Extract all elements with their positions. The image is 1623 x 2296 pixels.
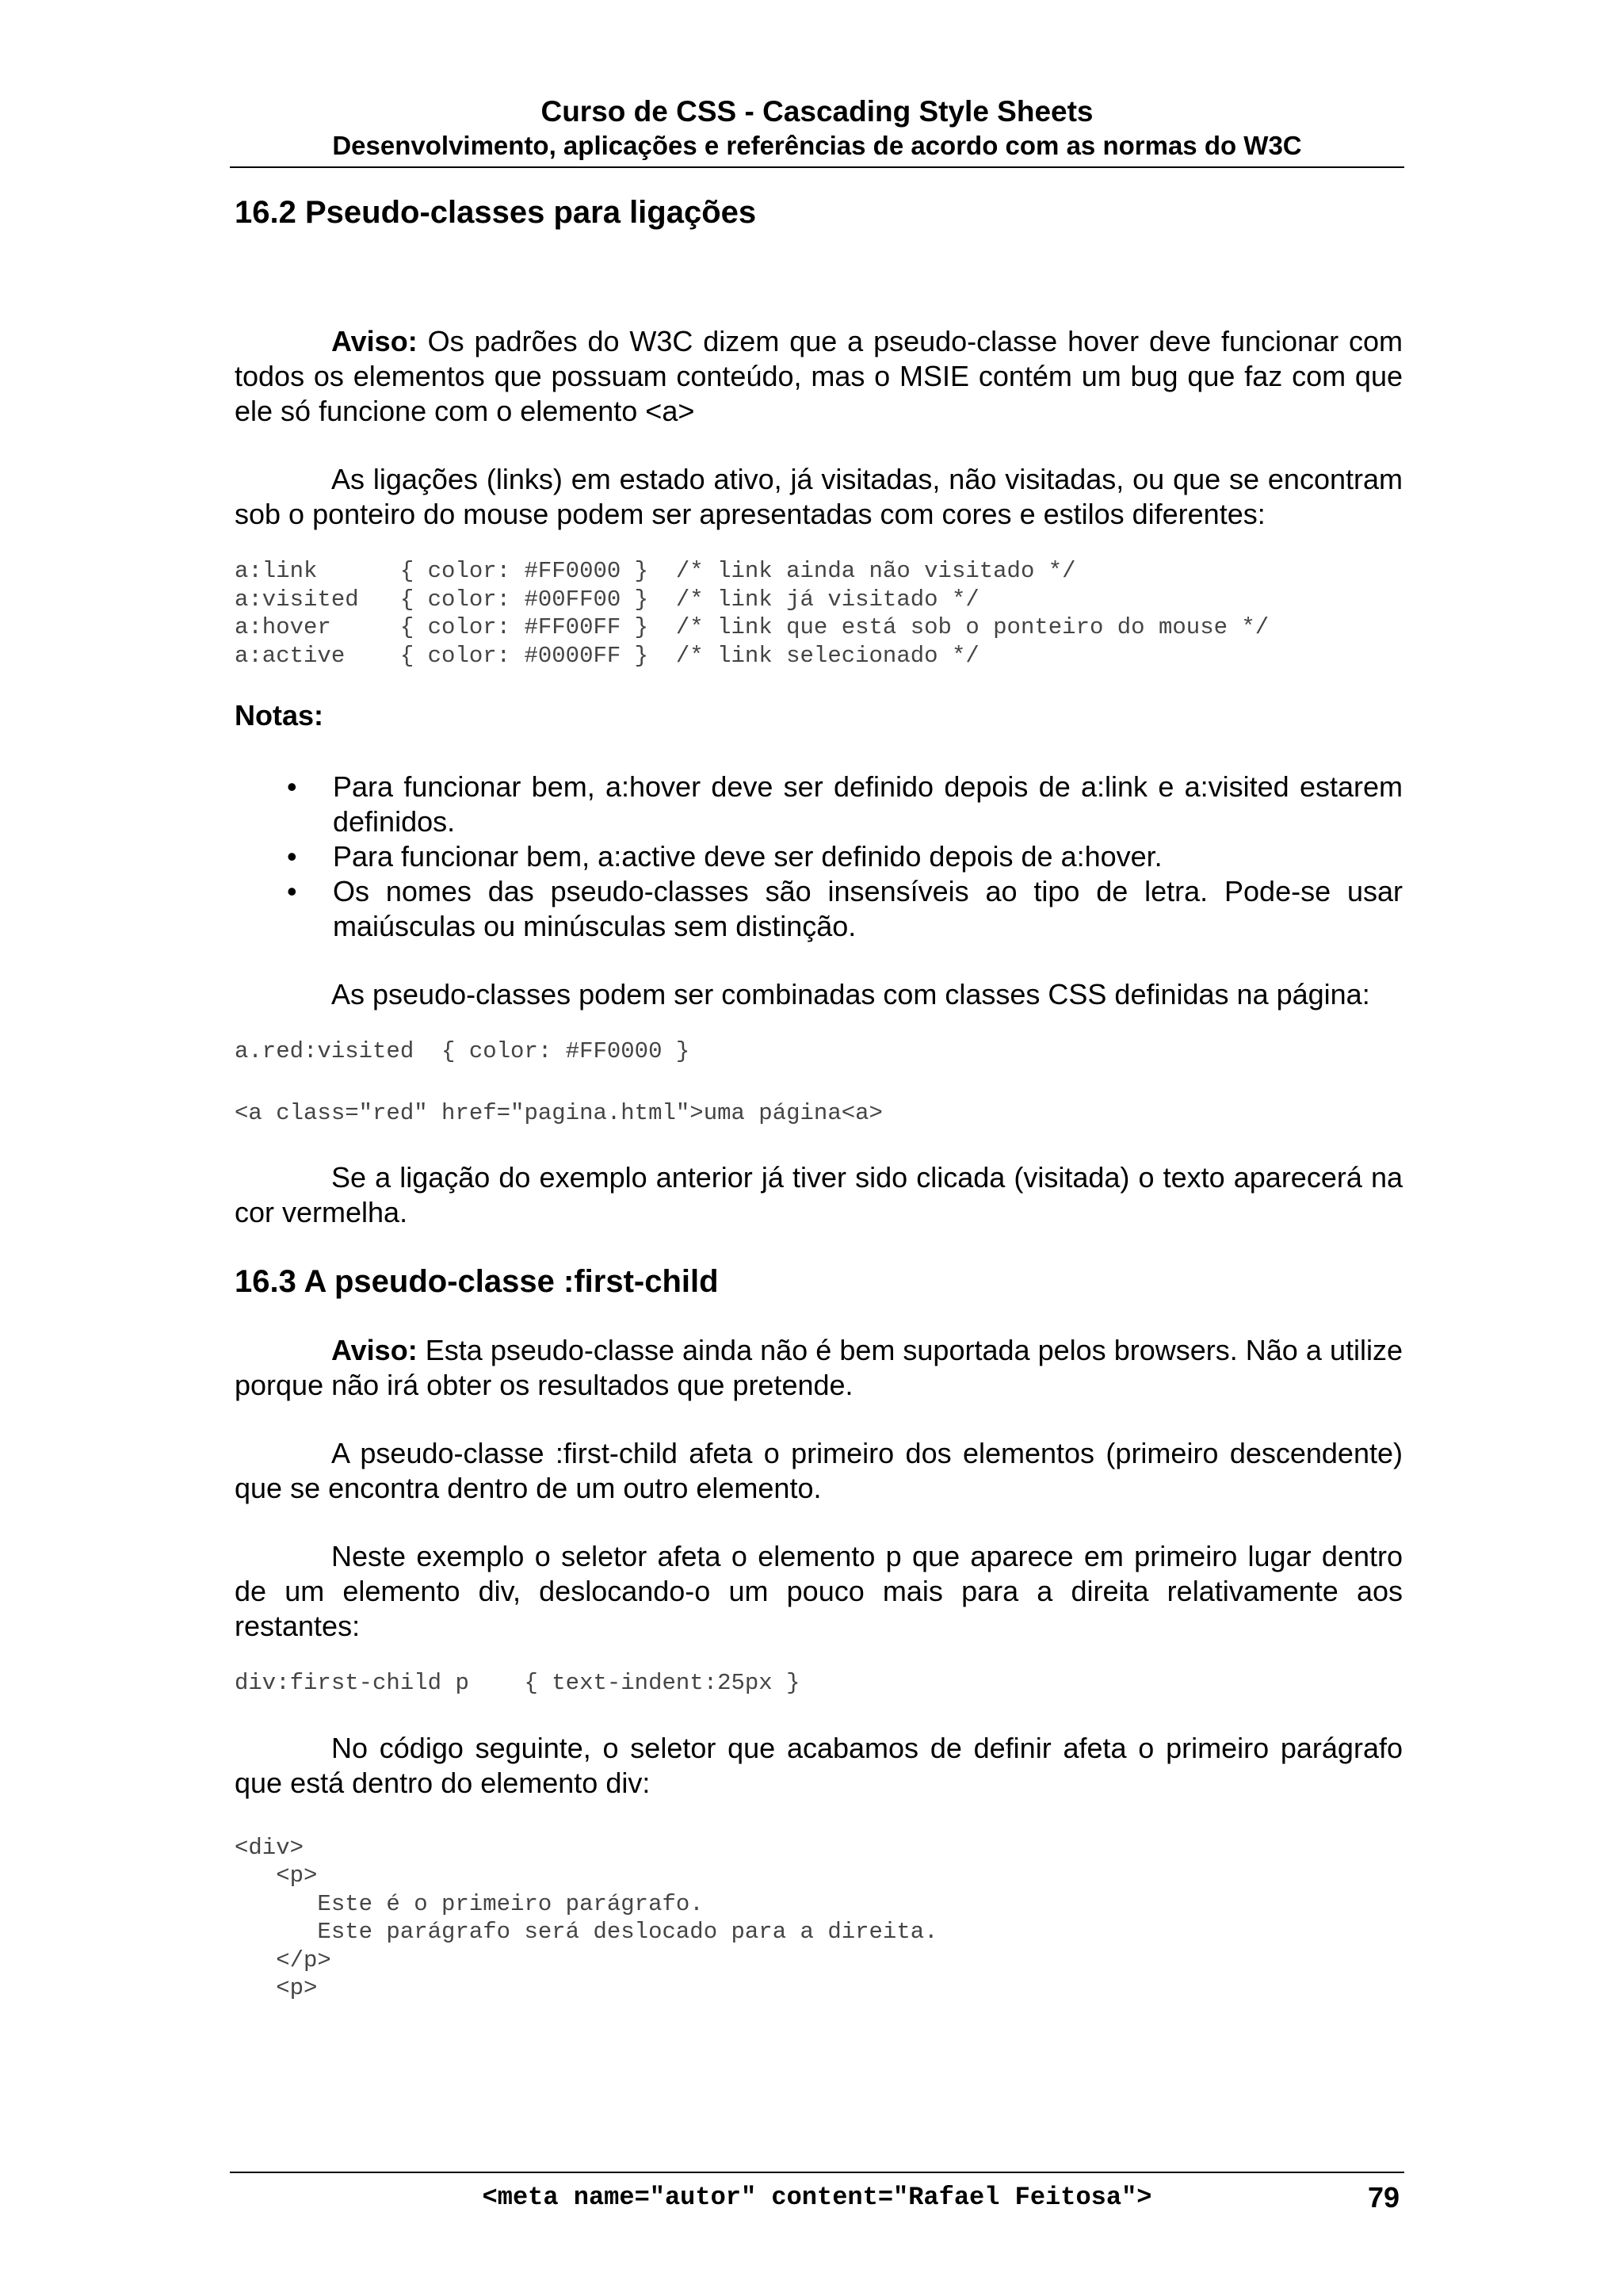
page-content (235, 193, 1403, 2003)
footer-meta-tag: <meta name="autor" content="Rafael Feitosa"> (482, 2183, 1152, 2212)
aviso-paragraph-16-2 (235, 324, 1403, 429)
running-header (230, 94, 1404, 162)
aviso-label: Aviso: (331, 325, 418, 357)
section-heading-16-2: 16.2 Pseudo-classes para ligações (235, 195, 757, 230)
section-heading-16-3: 16.3 A pseudo-classe :first-child (235, 1264, 719, 1299)
header-rule (230, 166, 1404, 168)
first-child-paragraph: A pseudo-classe :first-child afeta o primeiro dos elementos (primeiro descendente) que se encontra dentro de um outro elemento. (235, 1437, 1403, 1504)
notas-label: Notas: (235, 699, 324, 732)
aviso-text: Esta pseudo-classe ainda não é bem suportada pelos browsers. Não a utilize porque não irá obter os resultados que pretende. (235, 1334, 1403, 1401)
next-paragraph: No código seguinte, o seletor que acabamos de definir afeta o primeiro parágrafo que está dentro do elemento div: (235, 1731, 1403, 1799)
example-paragraph: Neste exemplo o seletor afeta o elemento p que aparece em primeiro lugar dentro de um elemento div, deslocando-o um pouco mais para a direita relativamente aos restantes: (235, 1540, 1403, 1642)
aviso-text: Os padrões do W3C dizem que a pseudo-classe hover deve funcionar com todos os elementos que possuam conteúdo, mas o MSIE contém um bug que faz com que ele só funcione com o elemento <a> (235, 325, 1403, 427)
combine-paragraph: As pseudo-classes podem ser combinadas com classes CSS definidas na página: (331, 978, 1370, 1010)
bullet-icon: • (287, 770, 297, 803)
footer-rule (230, 2172, 1404, 2173)
bullet-icon: • (287, 875, 297, 907)
links-paragraph: As ligações (links) em estado ativo, já visitadas, não visitadas, ou que se encontram sob o ponteiro do mouse podem ser apresentadas com cores e estilos diferentes: (235, 463, 1403, 530)
running-footer (230, 2179, 1404, 2216)
header-title: Curso de CSS - Cascading Style Sheets (540, 95, 1094, 128)
bullet-icon: • (287, 840, 297, 873)
header-subtitle: Desenvolvimento, aplicações e referências de acordo com as normas do W3C (332, 131, 1302, 160)
aviso-label: Aviso: (331, 1334, 418, 1366)
code-link-states: a:link { color: #FF0000 } /* link ainda não visitado */ a:visited { color: #00FF00 } /* link já visitado */ a:hover { color: #FF00FF } /* link que está sob o ponteiro do mouse */ a:active { color: #0000FF } /* link selecionado */ (235, 558, 1270, 669)
code-div-css: div:first-child p { text-indent:25px } (235, 1670, 800, 1696)
note-item: • Os nomes das pseudo-classes são insensíveis ao tipo de letra. Pode-se usar maiúsculas ou minúsculas sem distinção. (287, 875, 1403, 942)
code-red-css: a.red:visited { color: #FF0000 } (235, 1038, 690, 1064)
notes-list (235, 770, 1403, 944)
code-div-html: <div> <p> Este é o primeiro parágrafo. Este parágrafo será deslocado para a direita. </p> <p> (235, 1834, 938, 2001)
page-number: 79 (1367, 2181, 1400, 2214)
aviso-paragraph-16-3 (235, 1333, 1403, 1403)
code-red-html: <a class="red" href="pagina.html">uma página<a> (235, 1099, 883, 1126)
note-item: • Para funcionar bem, a:active deve ser definido depois de a:hover. (287, 840, 1163, 873)
red-paragraph: Se a ligação do exemplo anterior já tiver sido clicada (visitada) o texto aparecerá na cor vermelha. (235, 1161, 1403, 1228)
note-item: • Para funcionar bem, a:hover deve ser definido depois de a:link e a:visited estarem definidos. (287, 770, 1403, 838)
